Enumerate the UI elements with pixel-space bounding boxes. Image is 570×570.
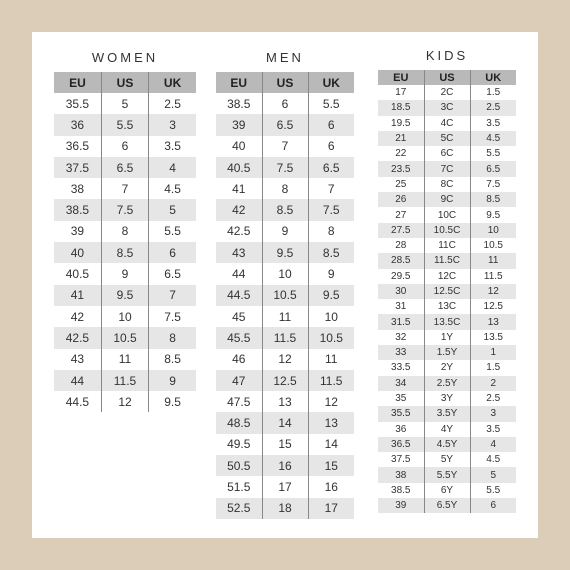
size-cell-us: 9 <box>101 263 148 284</box>
size-cell-us: 13 <box>262 391 308 412</box>
table-row <box>54 327 196 348</box>
size-cell-uk: 17 <box>308 498 354 519</box>
table-row <box>216 178 354 199</box>
size-cell-us: 13.5C <box>424 314 470 329</box>
size-cell-us: 6.5 <box>101 157 148 178</box>
size-cell-uk: 9.5 <box>149 391 196 412</box>
size-cell-uk: 1.5 <box>470 85 516 100</box>
size-cell-uk: 4.5 <box>470 452 516 467</box>
size-cell-uk: 6 <box>470 498 516 513</box>
size-cell-uk: 8.5 <box>470 192 516 207</box>
table-row <box>378 100 516 115</box>
table-row <box>216 370 354 391</box>
size-cell-uk: 6 <box>308 114 354 135</box>
size-cell-us: 5C <box>424 131 470 146</box>
size-cell-uk: 1.5 <box>470 360 516 375</box>
size-cell-eu: 45 <box>216 306 262 327</box>
table-row <box>216 391 354 412</box>
size-cell-us: 17 <box>262 476 308 497</box>
size-cell-eu: 41 <box>54 285 101 306</box>
size-cell-us: 16 <box>262 455 308 476</box>
size-cell-us: 3C <box>424 100 470 115</box>
size-cell-us: 10C <box>424 207 470 222</box>
size-cell-uk: 5 <box>149 199 196 220</box>
men-size-section <box>216 32 354 516</box>
size-cell-uk: 3.5 <box>470 422 516 437</box>
size-cell-uk: 13.5 <box>470 330 516 345</box>
column-header-uk: UK <box>470 70 516 85</box>
size-cell-eu: 22 <box>378 146 424 161</box>
size-cell-us: 3.5Y <box>424 406 470 421</box>
table-row <box>378 452 516 467</box>
size-cell-eu: 46 <box>216 349 262 370</box>
column-header-eu: EU <box>54 72 101 93</box>
size-cell-us: 2C <box>424 85 470 100</box>
size-cell-uk: 11 <box>470 253 516 268</box>
table-row <box>378 269 516 284</box>
size-cell-eu: 36.5 <box>54 136 101 157</box>
size-cell-uk: 7.5 <box>308 199 354 220</box>
table-row <box>378 437 516 452</box>
size-cell-eu: 39 <box>378 498 424 513</box>
size-cell-us: 5.5Y <box>424 467 470 482</box>
size-cell-uk: 5.5 <box>470 146 516 161</box>
women-size-section <box>54 32 196 409</box>
column-header-uk: UK <box>149 72 196 93</box>
table-row <box>216 434 354 455</box>
size-cell-us: 15 <box>262 434 308 455</box>
column-header-us: US <box>262 72 308 93</box>
size-cell-uk: 3 <box>470 406 516 421</box>
size-cell-eu: 35.5 <box>54 93 101 114</box>
size-cell-eu: 26 <box>378 192 424 207</box>
size-cell-eu: 23.5 <box>378 161 424 176</box>
size-cell-eu: 39 <box>54 221 101 242</box>
size-cell-us: 7.5 <box>262 157 308 178</box>
table-row <box>216 327 354 348</box>
table-row <box>378 207 516 222</box>
size-cell-eu: 39 <box>216 114 262 135</box>
size-cell-uk: 6 <box>308 136 354 157</box>
size-cell-uk: 10.5 <box>470 238 516 253</box>
table-row <box>54 391 196 412</box>
table-row <box>378 299 516 314</box>
size-cell-uk: 9 <box>308 263 354 284</box>
size-cell-eu: 44 <box>216 263 262 284</box>
table-row <box>378 161 516 176</box>
size-cell-us: 11.5C <box>424 253 470 268</box>
size-cell-uk: 4 <box>470 437 516 452</box>
size-cell-eu: 42 <box>54 306 101 327</box>
size-cell-uk: 2 <box>470 376 516 391</box>
size-cell-us: 11 <box>101 349 148 370</box>
size-cell-us: 9.5 <box>101 285 148 306</box>
size-cell-us: 8 <box>262 178 308 199</box>
table-row <box>378 253 516 268</box>
size-cell-us: 13C <box>424 299 470 314</box>
size-cell-uk: 2.5 <box>470 391 516 406</box>
size-cell-eu: 37.5 <box>54 157 101 178</box>
size-cell-eu: 47.5 <box>216 391 262 412</box>
table-row <box>216 114 354 135</box>
size-cell-eu: 37.5 <box>378 452 424 467</box>
size-cell-us: 9C <box>424 192 470 207</box>
size-cell-uk: 10 <box>308 306 354 327</box>
size-cell-eu: 27.5 <box>378 223 424 238</box>
size-cell-uk: 2.5 <box>149 93 196 114</box>
size-cell-eu: 33 <box>378 345 424 360</box>
size-cell-us: 11.5 <box>101 370 148 391</box>
table-row <box>378 192 516 207</box>
table-row <box>378 116 516 131</box>
table-row <box>378 360 516 375</box>
size-cell-eu: 28 <box>378 238 424 253</box>
women-title: WOMEN <box>91 50 159 65</box>
table-row <box>54 157 196 178</box>
size-cell-eu: 38.5 <box>378 483 424 498</box>
size-cell-uk: 12.5 <box>470 299 516 314</box>
size-cell-uk: 3.5 <box>149 136 196 157</box>
size-cell-eu: 49.5 <box>216 434 262 455</box>
size-cell-uk: 8.5 <box>308 242 354 263</box>
size-cell-eu: 29.5 <box>378 269 424 284</box>
size-cell-uk: 6.5 <box>470 161 516 176</box>
table-row <box>54 285 196 306</box>
table-row <box>54 370 196 391</box>
size-cell-us: 8C <box>424 177 470 192</box>
size-cell-eu: 32 <box>378 330 424 345</box>
size-cell-eu: 52.5 <box>216 498 262 519</box>
table-row <box>216 157 354 178</box>
size-cell-eu: 17 <box>378 85 424 100</box>
table-row <box>378 483 516 498</box>
size-cell-eu: 40.5 <box>216 157 262 178</box>
size-cell-eu: 31.5 <box>378 314 424 329</box>
column-header-uk: UK <box>308 72 354 93</box>
size-cell-us: 4.5Y <box>424 437 470 452</box>
men-size-table <box>216 72 354 519</box>
size-cell-uk: 5 <box>470 467 516 482</box>
size-cell-uk: 4.5 <box>149 178 196 199</box>
size-cell-us: 6Y <box>424 483 470 498</box>
table-row <box>216 455 354 476</box>
table-row <box>378 146 516 161</box>
size-cell-uk: 2.5 <box>470 100 516 115</box>
size-cell-eu: 31 <box>378 299 424 314</box>
size-cell-us: 5.5 <box>101 114 148 135</box>
size-cell-eu: 38 <box>54 178 101 199</box>
size-cell-uk: 1 <box>470 345 516 360</box>
size-cell-uk: 8 <box>308 221 354 242</box>
table-row <box>216 498 354 519</box>
table-row <box>378 314 516 329</box>
table-row <box>54 136 196 157</box>
size-cell-uk: 9.5 <box>470 207 516 222</box>
table-row <box>378 223 516 238</box>
size-cell-uk: 13 <box>470 314 516 329</box>
size-cell-us: 12C <box>424 269 470 284</box>
size-cell-us: 7C <box>424 161 470 176</box>
size-cell-us: 10.5 <box>101 327 148 348</box>
kids-size-section <box>378 32 516 512</box>
table-row <box>378 391 516 406</box>
size-cell-us: 5 <box>101 93 148 114</box>
size-cell-eu: 19.5 <box>378 116 424 131</box>
size-cell-uk: 8.5 <box>149 349 196 370</box>
size-cell-eu: 48.5 <box>216 412 262 433</box>
men-title: MEN <box>266 50 304 65</box>
size-cell-eu: 51.5 <box>216 476 262 497</box>
column-header-us: US <box>101 72 148 93</box>
size-cell-us: 6 <box>101 136 148 157</box>
size-cell-us: 10 <box>262 263 308 284</box>
table-row <box>378 376 516 391</box>
table-row <box>216 221 354 242</box>
table-row <box>54 263 196 284</box>
column-header-eu: EU <box>378 70 424 85</box>
size-cell-eu: 38.5 <box>216 93 262 114</box>
size-cell-uk: 7 <box>149 285 196 306</box>
table-row <box>54 114 196 135</box>
size-cell-uk: 10 <box>470 223 516 238</box>
size-cell-uk: 5.5 <box>149 221 196 242</box>
table-row <box>378 422 516 437</box>
size-cell-uk: 12 <box>470 284 516 299</box>
size-cell-eu: 47 <box>216 370 262 391</box>
size-cell-us: 8.5 <box>262 199 308 220</box>
size-cell-eu: 36 <box>378 422 424 437</box>
size-cell-eu: 43 <box>54 349 101 370</box>
size-cell-uk: 11.5 <box>308 370 354 391</box>
size-cell-uk: 3.5 <box>470 116 516 131</box>
table-row <box>216 285 354 306</box>
size-chart-card <box>32 32 538 538</box>
table-row <box>54 306 196 327</box>
table-row <box>378 85 516 100</box>
size-cell-us: 11.5 <box>262 327 308 348</box>
table-row <box>216 242 354 263</box>
size-cell-eu: 25 <box>378 177 424 192</box>
size-cell-us: 6.5 <box>262 114 308 135</box>
size-cell-eu: 44.5 <box>216 285 262 306</box>
size-cell-uk: 16 <box>308 476 354 497</box>
table-row <box>378 330 516 345</box>
table-row <box>54 221 196 242</box>
size-cell-uk: 4 <box>149 157 196 178</box>
table-row <box>216 263 354 284</box>
table-row <box>378 345 516 360</box>
size-cell-us: 5Y <box>424 452 470 467</box>
table-row <box>54 349 196 370</box>
size-cell-uk: 9.5 <box>308 285 354 306</box>
table-row <box>378 498 516 513</box>
size-cell-eu: 33.5 <box>378 360 424 375</box>
size-cell-eu: 36 <box>54 114 101 135</box>
size-cell-uk: 6 <box>149 242 196 263</box>
size-cell-us: 8.5 <box>101 242 148 263</box>
table-row <box>378 467 516 482</box>
table-row <box>54 242 196 263</box>
size-cell-us: 11C <box>424 238 470 253</box>
size-cell-uk: 7.5 <box>470 177 516 192</box>
women-size-table <box>54 72 196 412</box>
size-cell-us: 6 <box>262 93 308 114</box>
table-row <box>54 93 196 114</box>
size-cell-eu: 40 <box>54 242 101 263</box>
size-cell-us: 12.5 <box>262 370 308 391</box>
size-cell-eu: 45.5 <box>216 327 262 348</box>
size-cell-us: 12 <box>262 349 308 370</box>
size-cell-eu: 27 <box>378 207 424 222</box>
size-cell-eu: 40 <box>216 136 262 157</box>
size-cell-us: 2.5Y <box>424 376 470 391</box>
size-cell-eu: 42.5 <box>54 327 101 348</box>
size-cell-us: 10.5 <box>262 285 308 306</box>
size-cell-uk: 5.5 <box>308 93 354 114</box>
size-cell-us: 10 <box>101 306 148 327</box>
column-header-eu: EU <box>216 72 262 93</box>
size-cell-eu: 35.5 <box>378 406 424 421</box>
size-cell-eu: 44.5 <box>54 391 101 412</box>
table-row <box>378 238 516 253</box>
size-cell-eu: 28.5 <box>378 253 424 268</box>
size-cell-uk: 9 <box>149 370 196 391</box>
size-cell-us: 10.5C <box>424 223 470 238</box>
table-row <box>216 199 354 220</box>
size-cell-uk: 11.5 <box>470 269 516 284</box>
size-cell-us: 7 <box>262 136 308 157</box>
size-cell-us: 4C <box>424 116 470 131</box>
size-cell-uk: 15 <box>308 455 354 476</box>
size-cell-eu: 41 <box>216 178 262 199</box>
size-cell-us: 6C <box>424 146 470 161</box>
table-row <box>378 406 516 421</box>
size-cell-us: 18 <box>262 498 308 519</box>
size-cell-eu: 18.5 <box>378 100 424 115</box>
column-header-us: US <box>424 70 470 85</box>
table-row <box>216 412 354 433</box>
size-cell-eu: 21 <box>378 131 424 146</box>
size-cell-eu: 42 <box>216 199 262 220</box>
size-cell-eu: 30 <box>378 284 424 299</box>
size-cell-uk: 10.5 <box>308 327 354 348</box>
size-cell-us: 11 <box>262 306 308 327</box>
size-cell-us: 12 <box>101 391 148 412</box>
size-cell-us: 1.5Y <box>424 345 470 360</box>
size-cell-us: 14 <box>262 412 308 433</box>
size-cell-us: 9 <box>262 221 308 242</box>
table-row <box>54 178 196 199</box>
size-cell-uk: 4.5 <box>470 131 516 146</box>
size-cell-us: 3Y <box>424 391 470 406</box>
size-cell-us: 8 <box>101 221 148 242</box>
size-cell-uk: 11 <box>308 349 354 370</box>
size-cell-eu: 40.5 <box>54 263 101 284</box>
size-cell-us: 6.5Y <box>424 498 470 513</box>
size-cell-us: 7.5 <box>101 199 148 220</box>
size-cell-us: 12.5C <box>424 284 470 299</box>
size-cell-uk: 12 <box>308 391 354 412</box>
kids-header-row <box>378 70 516 85</box>
table-row <box>378 177 516 192</box>
size-cell-eu: 50.5 <box>216 455 262 476</box>
table-row <box>216 93 354 114</box>
table-row <box>378 131 516 146</box>
size-cell-eu: 36.5 <box>378 437 424 452</box>
table-row <box>216 476 354 497</box>
size-cell-us: 1Y <box>424 330 470 345</box>
table-row <box>216 136 354 157</box>
size-cell-uk: 5.5 <box>470 483 516 498</box>
size-cell-uk: 6.5 <box>308 157 354 178</box>
size-cell-us: 4Y <box>424 422 470 437</box>
size-cell-eu: 44 <box>54 370 101 391</box>
table-row <box>378 284 516 299</box>
size-cell-us: 2Y <box>424 360 470 375</box>
size-cell-eu: 35 <box>378 391 424 406</box>
size-cell-eu: 38 <box>378 467 424 482</box>
women-header-row <box>54 72 196 93</box>
size-cell-eu: 42.5 <box>216 221 262 242</box>
size-cell-uk: 13 <box>308 412 354 433</box>
table-row <box>216 306 354 327</box>
size-cell-uk: 7.5 <box>149 306 196 327</box>
table-row <box>216 349 354 370</box>
size-cell-uk: 7 <box>308 178 354 199</box>
kids-size-table <box>378 70 516 513</box>
table-row <box>54 199 196 220</box>
size-cell-us: 7 <box>101 178 148 199</box>
size-cell-uk: 3 <box>149 114 196 135</box>
size-cell-uk: 6.5 <box>149 263 196 284</box>
kids-title: KIDS <box>425 48 469 63</box>
men-header-row <box>216 72 354 93</box>
size-cell-eu: 38.5 <box>54 199 101 220</box>
size-cell-uk: 8 <box>149 327 196 348</box>
size-cell-eu: 43 <box>216 242 262 263</box>
size-cell-us: 9.5 <box>262 242 308 263</box>
size-cell-eu: 34 <box>378 376 424 391</box>
size-cell-uk: 14 <box>308 434 354 455</box>
